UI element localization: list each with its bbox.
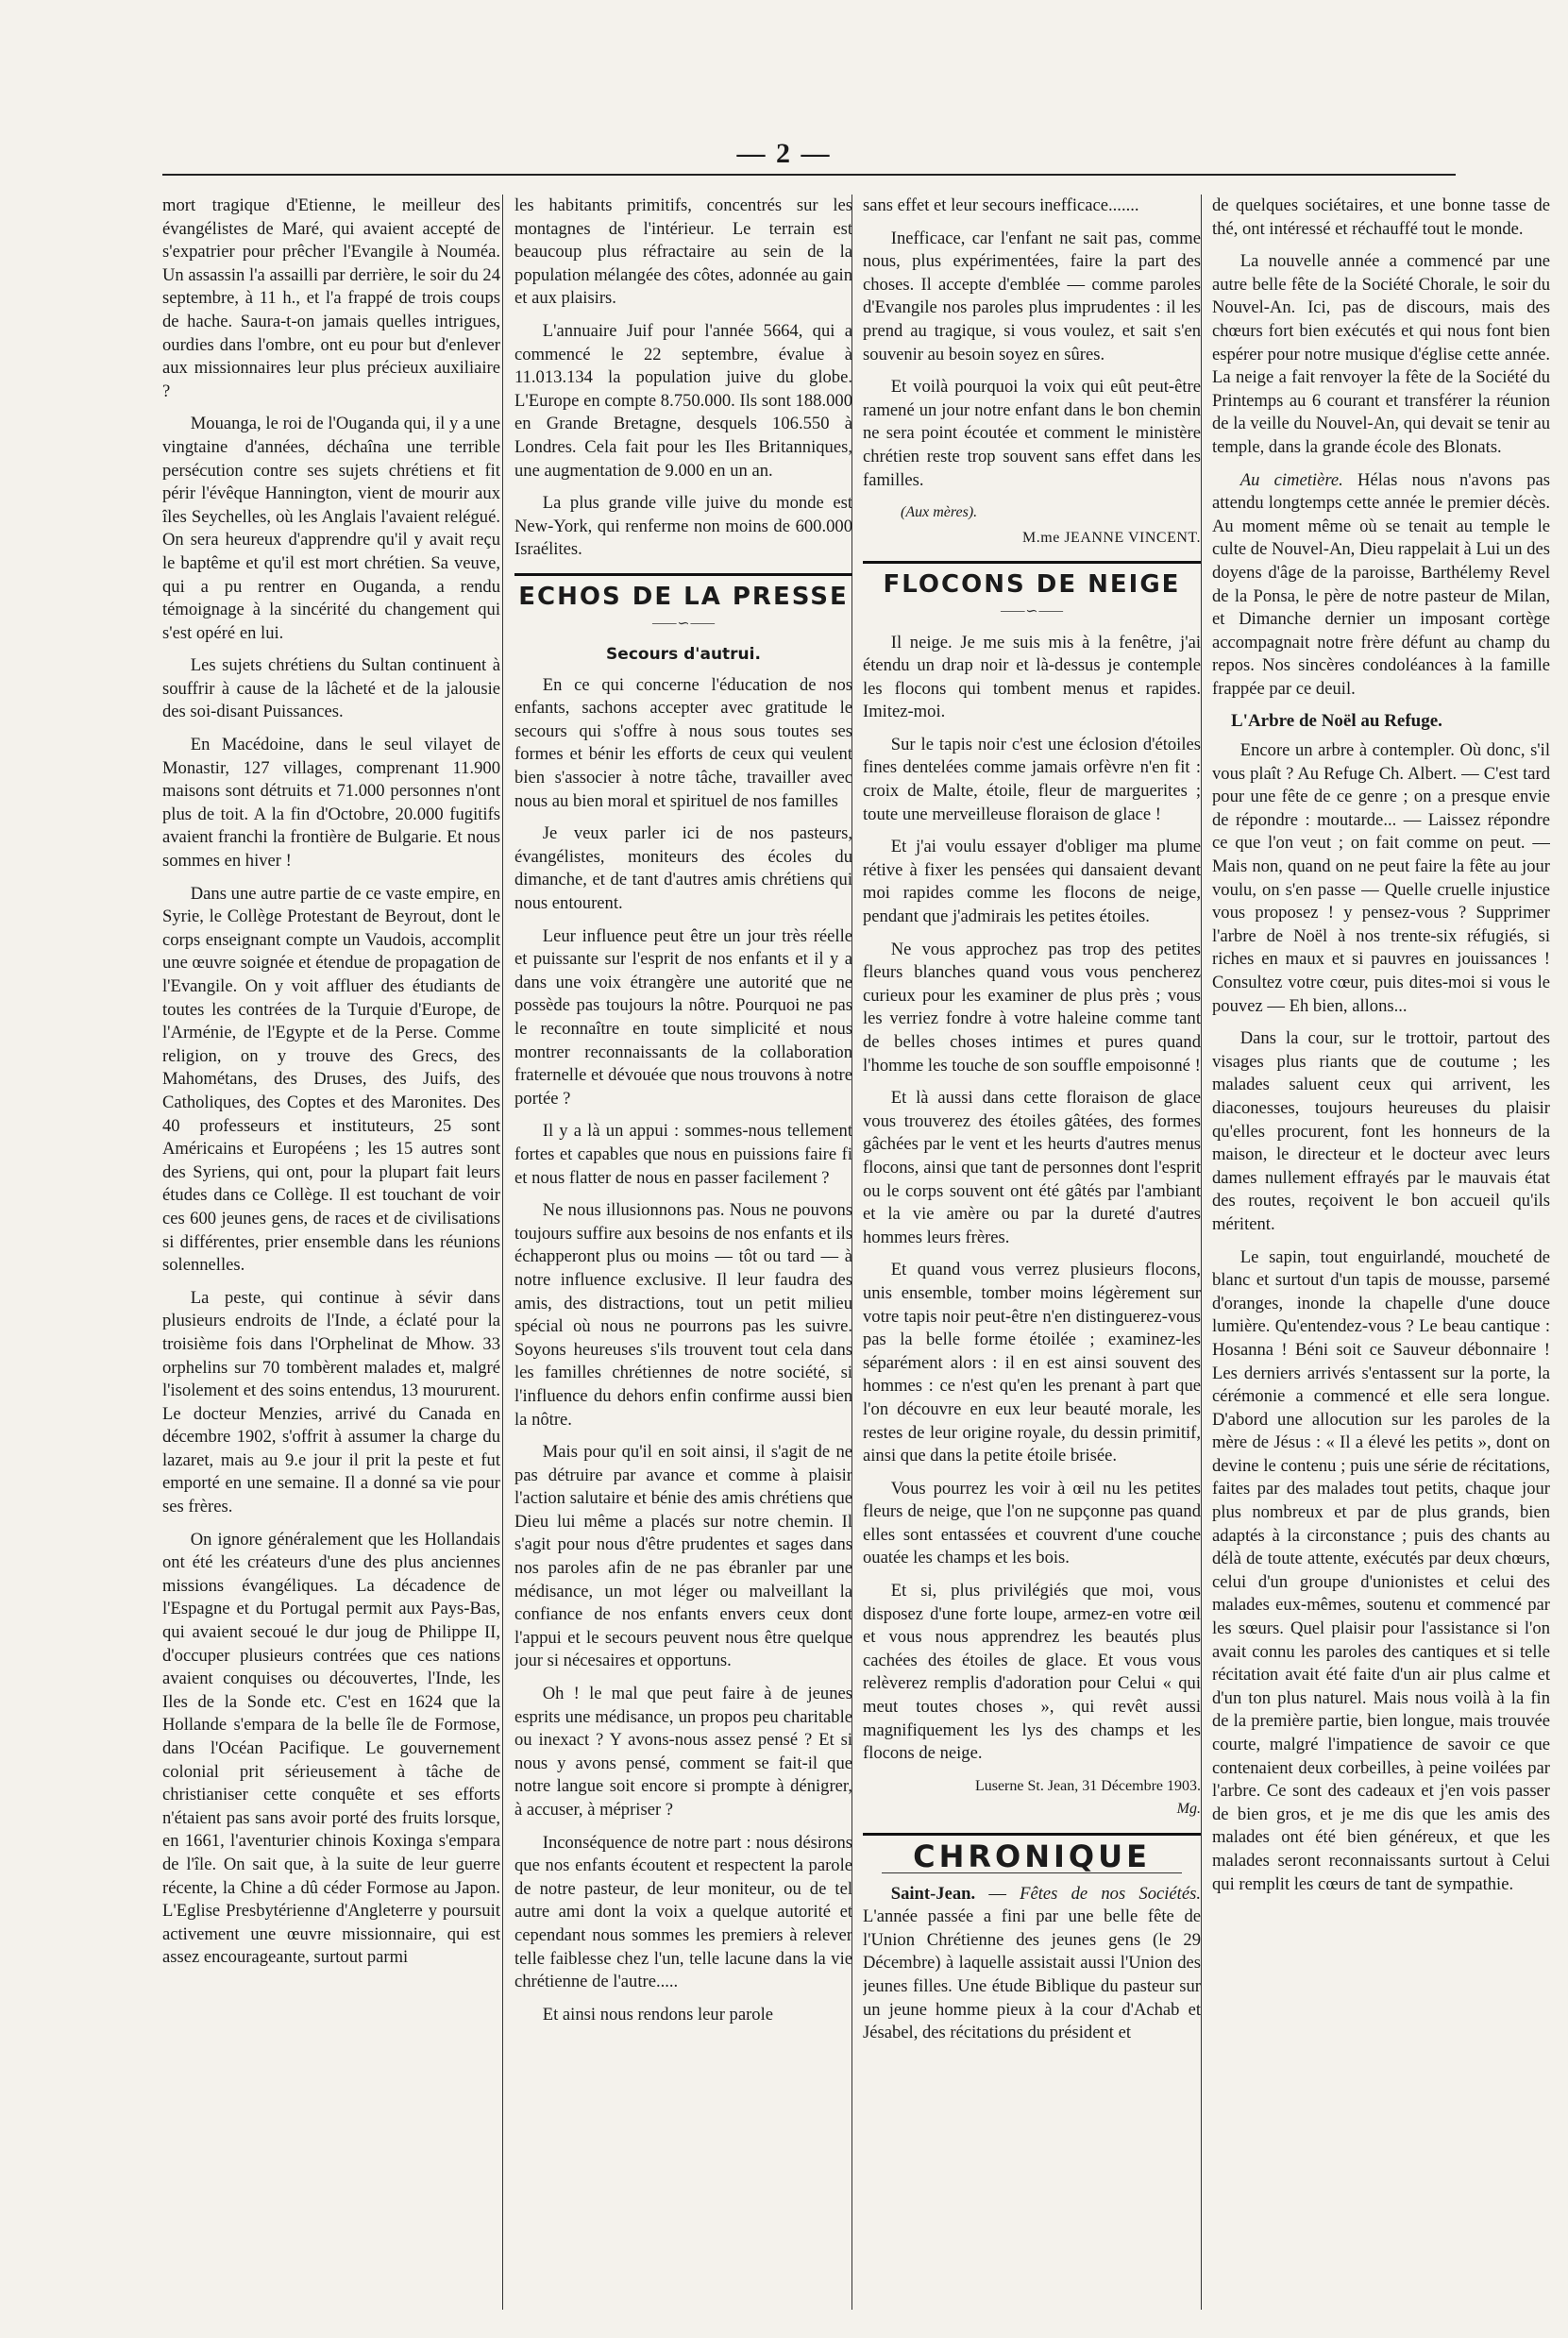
article-subtitle: Secours d'autrui. [606, 645, 761, 665]
paragraph: Il neige. Je me suis mis à la fenêtre, j'ai étendu un drap noir et là-dessus je contemple les flocons qui tombent menus et rapides. Imitez-moi. [863, 632, 1201, 722]
paragraph: Et là aussi dans cette floraison de glace vous trouverez des étoiles gâtées, des formes gâchées par le vent et les heurts d'autres menus flocons, ainsi que tant de personnes dont l'esprit ou le corps souvent ont été gâtés par l'ambiant et la vie amère ou par la dureté d'autres hommes leurs frères. [863, 1088, 1201, 1247]
paragraph: Dans la cour, sur le trottoir, partout des visages plus riants que de coutume ; les malades saluent ceux qui arrivent, les diaconesses, toujours heureuses du plaisir qu'elles procurent, font les honneurs de la maison, le directeur et le docteur avec leurs dames nullement effrayés par le mauvais état des routes, reçoivent le bon accueil qu'ils méritent. [1212, 1028, 1550, 1234]
paragraph: Inefficace, car l'enfant ne sait pas, comme nous, plus expérimentées, faire la part des choses. Il accepte d'emblée — comme paroles d'Evangile nos paroles plus imprudentes : il les prend au tragique, si vous voulez, et sait s'en souvenir au besoin soyez en sûres. [863, 228, 1201, 364]
section-title-flocons: FLOCONS DE NEIGE [883, 570, 1181, 600]
paragraph [1212, 469, 1550, 702]
paragraph: les habitants primitifs, concentrés sur les montagnes de l'intérieur. Le terrain est beaucoup plus réfractaire au sein de la population mélangée des côtes, adonnée au gain et aux plaisirs. [514, 195, 852, 309]
paragraph: La plus grande ville juive du monde est New-York, qui renferme non moins de 600.000 Israélites. [514, 493, 852, 560]
paragraph: Je veux parler ici de nos pasteurs, évangélistes, moniteurs des écoles du dimanche, et de tant d'autres amis chrétiens qui nous entourent. [514, 823, 852, 914]
paragraph: Oh ! le mal que peut faire à de jeunes esprits une médisance, un propos peu charitable ou inexact ? Y avons-nous assez pensé ? Et si nous y avons pensé, comment se fait-il que notre langue soit encore si prompte à dénigrer, à accuser, à mépriser ? [514, 1684, 852, 1820]
paragraph: Dans une autre partie de ce vaste empire, en Syrie, le Collège Protestant de Beyrout, dont le corps enseignant compte un Vaudois, accomplit une œuvre soignée et étendue de propagation de l'Evangile. On y voit affluer des étudiants de toutes les contrées de la Turquie d'Europe, de l'Arménie, de l'Egypte et de la Perse. Comme religion, on y trouve des Grecs, des Mahométans, des Druses, des Juifs, des Catholiques, des Coptes et des Maronites. Des 40 professeurs et instituteurs, 25 sont Américains et Européens ; les 15 autres sont des Syriens, qui ont, pour la plupart fait leurs études dans ce Collège. Il est touchant de voir ces 600 jeunes gens, de races et de civilisations si différentes, prier ensemble dans les réunions solennelles. [162, 883, 500, 1276]
section-rule [863, 1833, 1201, 1836]
paragraph-subtitle: Fêtes de nos Sociétés. [1020, 1883, 1201, 1904]
paragraph: mort tragique d'Etienne, le meilleur des évangélistes de Maré, qui avaient accepté de s'expatrier pour prêcher l'Evangile à Nouméa. Un assassin l'a assailli par derrière, le soir du 24 septembre, à 11 h., et l'a frappé de trois coups de hache. Saura-t-on jamais quelles intrigues, ourdies dans l'ombre, ont eu pour but d'enlever aux missionnaires leur plus précieux auxiliaire ? [162, 195, 500, 401]
paragraph: de quelques sociétaires, et une bonne tasse de thé, ont intéressé et réchauffé tout le monde. [1212, 195, 1550, 239]
column-3 [863, 195, 1201, 2310]
paragraph: Et quand vous verrez plusieurs flocons, unis ensemble, tomber moins légèrement sur votre tapis noir peut-être n'en distinguerez-vous pas la belle forme étoilée ; examinez-les séparément alors : il en est ainsi souvent des hommes : ce n'est qu'en les prenant à part que l'on découvre en eux leur beauté morale, les restes de leur origine royale, du dessin primitif, ainsi que dans la petite étoile brisée. [863, 1260, 1201, 1466]
paragraph: La peste, qui continue à sévir dans plusieurs endroits de l'Inde, a éclaté pour la troisième fois dans l'Orphelinat de Mhow. 33 orphelins sur 70 tombèrent malades et, malgré l'isolement et des soins entendus, 13 moururent. Le docteur Menzies, arrivé du Canada en décembre 1902, s'offrit à assumer la charge du lazaret, mais au 9.e jour il prit la peste et fut emporté en une semaine. Il a donné sa vie pour ses frères. [162, 1287, 500, 1517]
paragraph: Ne nous illusionnons pas. Nous ne pouvons toujours suffire aux besoins de nos enfants et ils échapperont plus ou moins — tôt ou tard — à notre influence exclusive. Il leur faudra des amis, des distractions, tout un petit milieu spécial où nous ne pourrons pas les suivre. Soyons heureuses s'ils trouvent tout cela dans les familles chrétiennes de notre société, si l'influence du dehors enfin confirme aussi bien la nôtre. [514, 1200, 852, 1430]
paragraph: sans effet et leur secours inefficace....... [863, 195, 1139, 215]
paragraph: La nouvelle année a commencé par une autre belle fête de la Société Chorale, le soir du Nouvel-An. Ici, pas de discours, mais des chœurs fort bien exécutés et qui nous font bien espérer pour notre musique d'église cette année. La neige a fait renvoyer la fête de la Société du Printemps au 6 courant et transférer la réunion de la veille du Nouvel-An, qui devait se tenir au temple, dans la grande école des Blonats. [1212, 251, 1550, 457]
paragraph: En Macédoine, dans le seul vilayet de Monastir, 127 villages, comprenant 11.900 maisons sont détruits et 71.000 personnes n'ont plus de toit. A la fin d'Octobre, 20.000 fugitifs avaient franchi la frontière de Bulgarie. Et nous sommes en hiver ! [162, 735, 500, 872]
page-number: — 2 — [736, 138, 832, 169]
paragraph: On ignore généralement que les Hollandais ont été les créateurs d'une des plus anciennes missions évangéliques. La décadence de l'Espagne et du Portugal permit aux Pays-Bas, qui avaient secoué le dur joug de Philippe II, d'occuper plusieurs contrées que ces nations avaient conquises ou découvertes, l'Inde, les Iles de la Sonde etc. C'est en 1624 que la Hollande s'empara de la belle île de Formose, dans l'Océan Pacifique. Le gouvernement colonial prit sérieusement à tâche de christianiser cette conquête et ses efforts n'étaient pas sans avoir porté des fruits lorsque, en 1661, l'aventurier chinois Koxinga s'empara de l'île. On sait que, à la suite de leur guerre récente, la Chine a dû céder Formose au Japon. L'Eglise Presbytérienne d'Angleterre y poursuit activement une œuvre missionnaire, qui est assez encourageante, surtout parmi [162, 1529, 500, 1968]
signature-source: (Aux mères). [901, 504, 978, 521]
paragraph: En ce qui concerne l'éducation de nos enfants, sachons accepter avec gratitude le secours qui s'offre à nous sous toutes ses formes et bénir les efforts de ceux qui veulent bien s'associer à notre tâche, travailler avec nous au bien moral et spirituel de nos familles [514, 674, 852, 811]
paragraph: Le sapin, tout enguirlandé, moucheté de blanc et surtout d'un tapis de mousse, parsemé d'oranges, inonde la chapelle d'une douce lumière. Qu'entendez-vous ? Le beau cantique : Hosanna ! Béni soit ce Sauveur débonnaire ! Les derniers arrivés s'entassent sur la porte, la cérémonie a commencé et elle sera longue. D'abord une allocution sur les paroles de la mère de Jésus : « Il a élevé les petits », dont on devine le contenu ; puis une série de récitations, faites par des malades tout petits, chaque jour plus nombreux et par de plus grands, bien adaptés à la circonstance ; puis des chants au délà de toute attente, exécutés par deux chœurs, celui d'un groupe d'unionistes et celui des malades eux-mêmes, soutenu et commencé par les sœurs. Quel plaisir pour l'assistance si l'on avait connu les paroles des cantiques et si telle récitation avait été faite d'un air plus calme et d'un ton plus naturel. Mais nous voilà à la fin de la première partie, bien longue, mais trouvée courte, malgré l'impatience de savoir ce que contenaient deux corbeilles, à peine voilées par l'arbre. Ce sont des cadeaux et j'en vois passer de bien gros, et je me dis que les amis des malades ont été bien généreux, et que les malades seront reconnaissants surtout à Celui qui remplit les cœurs de tant de sympathie. [1212, 1246, 1550, 1894]
signature-date: Luserne St. Jean, 31 Décembre 1903. [974, 1777, 1201, 1794]
section-rule [863, 561, 1201, 564]
column-4 [1212, 195, 1550, 2310]
signature-author: M.me JEANNE VINCENT. [1022, 529, 1201, 546]
paragraph: Mais pour qu'il en soit ainsi, il s'agit de ne pas détruire par avance et comme à plaisir l'action salutaire et bénie des amis chrétiens que Dieu lui même a placés sur notre chemin. Il s'agit pour nous d'être prudentes et sages dans nos paroles afin de ne pas ébranler par une médisance, un mot léger ou malveillant la confiance de nos enfants envers ceux dont l'appui et le secours peuvent nous être quelque jour si nécesaires et opportuns. [514, 1442, 852, 1671]
ornament: ⸺∽⸺ [651, 615, 716, 632]
paragraph-lead: Au cimetière. [1239, 469, 1343, 490]
paragraph-text: Hélas nous n'avons pas attendu longtemps cette année le premier décès. Au moment même où se tenait au temple le culte de Nouvel-An, Dieu rappelait à Lui un des doyens d'âge de la paroisse, Barthélemy Revel de la Ponsa, le père de notre pasteur de Milan, et Dimanche dernier un imposant cortège accompagnait notre frère défunt au champ du repos. Nos sincères condoléances à la famille frappée par ce deuil. [1212, 469, 1550, 699]
paragraph: Et voilà pourquoi la voix qui eût peut-être ramené un jour notre enfant dans le bon chemin ne sera point écoutée et comment le ministère chrétien reste trop souvent sans effet dans les familles. [863, 377, 1201, 490]
article-heading: L'Arbre de Noël au Refuge. [1231, 711, 1442, 732]
signature-initials: Mg. [1176, 1801, 1201, 1818]
paragraph: Ne vous approchez pas trop des petites fleurs blanches quand vous vous pencherez curieux pour les examiner de plus près ; vous les verriez fondre à votre haleine comme tant de belles choses intimes et pures quand l'homme les touche de son souffle empoisonné ! [863, 939, 1201, 1076]
paragraph: L'annuaire Juif pour l'année 5664, qui a commencé le 22 septembre, évalue à 11.013.134 la population juive du globe. L'Europe en compte 8.750.000. Ils sont 188.000 en Grande Bretagne, desquels 106.550 à Londres. Cela fait pour les Iles Britanniques, une augmentation de 9.000 en un an. [514, 320, 852, 481]
section-title-echos: ECHOS DE LA PRESSE [518, 582, 849, 611]
paragraph: Il y a là un appui : sommes-nous tellement fortes et capables que nous en puissions faire fi et nous flatter de nous en passer facilement ? [514, 1121, 852, 1188]
section-title-chronique: CHRONIQUE [913, 1838, 1151, 1874]
paragraph: Les sujets chrétiens du Sultan continuent à souffrir à cause de la lâcheté et de la jalousie des soi-disant Puissances. [162, 655, 500, 722]
paragraph: Leur influence peut être un jour très réelle et puissante sur l'esprit de nos enfants et il y a dans une voix étrangère une autorité que ne possède pas toujours la nôtre. Pourquoi ne pas le reconnaître en toute simplicité et nous montrer reconnaissants de la collaboration fraternelle et dévouée que nous trouvons à notre portée ? [514, 925, 852, 1109]
column-separator [502, 195, 503, 2310]
paragraph: Mouanga, le roi de l'Ouganda qui, il y a une vingtaine d'années, déchaîna une terrible persécution contre ses sujets chrétiens et fit périr l'évêque Hannington, vient de mourir aux îles Seychelles, où les Anglais l'avaient relégué. On sera heureux d'apprendre qu'il y avait reçu le baptême et qu'il est mort chrétien. Sa veuve, qui a pu rentrer en Ouganda, a rendu témoignage à la sincérité du changement qui s'est opéré en lui. [162, 414, 500, 643]
section-rule [514, 573, 852, 576]
paragraph: Vous pourrez les voir à œil nu les petites fleurs de neige, que l'on ne supçonne pas quand elles sont entassées et couvrent d'une couche ouatée les champs et les bois. [863, 1478, 1201, 1568]
ornament: ⸺∽⸺ [1000, 602, 1064, 619]
paragraph: Encore un arbre à contempler. Où donc, s'il vous plaît ? Au Refuge Ch. Albert. — C'est tard pour une fête de ce genre ; on a presque envie de répondre : moutarde... — Laissez répondre ce que l'on veut ; on fait comme on peut. — Mais non, quand on ne peut faire la fête au jour voulu, on s'en passe — Quelle cruelle injustice vous proposez ! y pensez-vous ? Supprimer l'arbre de Noël à nos trente-six réfugiés, si riches en maux et si pauvres en jouissances ! Consultez votre cœur, puis dites-moi si vous le pouvez — Eh bien, allons... [1212, 740, 1550, 1016]
column-1 [162, 195, 500, 2310]
header-rule [162, 174, 1456, 176]
paragraph: Saint-Jean. — Fêtes de nos Sociétés. L'année passée a fini par une belle fête de l'Union Chrétienne des jeunes gens (le 29 Décembre) à laquelle assistait aussi l'Union des jeunes filles. Une étude Biblique du pasteur sur un jeune homme pieux à la cour d'Achab et Jésabel, des récitations du président et [863, 1883, 1201, 2043]
paragraph-lead: Saint-Jean. [890, 1883, 976, 1904]
column-2 [514, 195, 852, 2310]
paragraph-text: L'année passée a fini par une belle fête de l'Union Chrétienne des jeunes gens (le 29 Décembre) à laquelle assistait aussi l'Union des jeunes filles. Une étude Biblique du pasteur sur un jeune homme pieux à la cour d'Achab et Jésabel, des récitations du président et [863, 1906, 1201, 2043]
column-separator [1201, 195, 1202, 2310]
paragraph: Inconséquence de notre part : nous désirons que nos enfants écoutent et respectent la parole de notre pasteur, de leur moniteur, ou de tel autre ami dont la voix a quelque autorité et cependant nous sommes les premiers à relever telle faiblesse chez l'un, telle lacune dans la vie chrétienne de l'autre..... [514, 1832, 852, 1992]
paragraph: Et si, plus privilégiés que moi, vous disposez d'une forte loupe, armez-en votre œil et vous nous apprendrez les beautés plus cachées des étoiles de glace. Et vous vous relèverez remplis d'adoration pour Celui « qui meut toutes choses », qui revêt aussi magnifiquement les lys des champs et les flocons de neige. [863, 1581, 1201, 1764]
paragraph: Et ainsi nous rendons leur parole [542, 2004, 773, 2025]
paragraph: Et j'ai voulu essayer d'obliger ma plume rétive à fixer les pensées qui dansaient devant moi rapides comme les flocons de neige, pendant que j'admirais les petites étoiles. [863, 837, 1201, 927]
paragraph: Sur le tapis noir c'est une éclosion d'étoiles fines dentelées comme jamais orfèvre n'en fit : croix de Malte, étoile, fleur de marguerites ; toute une merveilleuse floraison de glace ! [863, 734, 1201, 824]
